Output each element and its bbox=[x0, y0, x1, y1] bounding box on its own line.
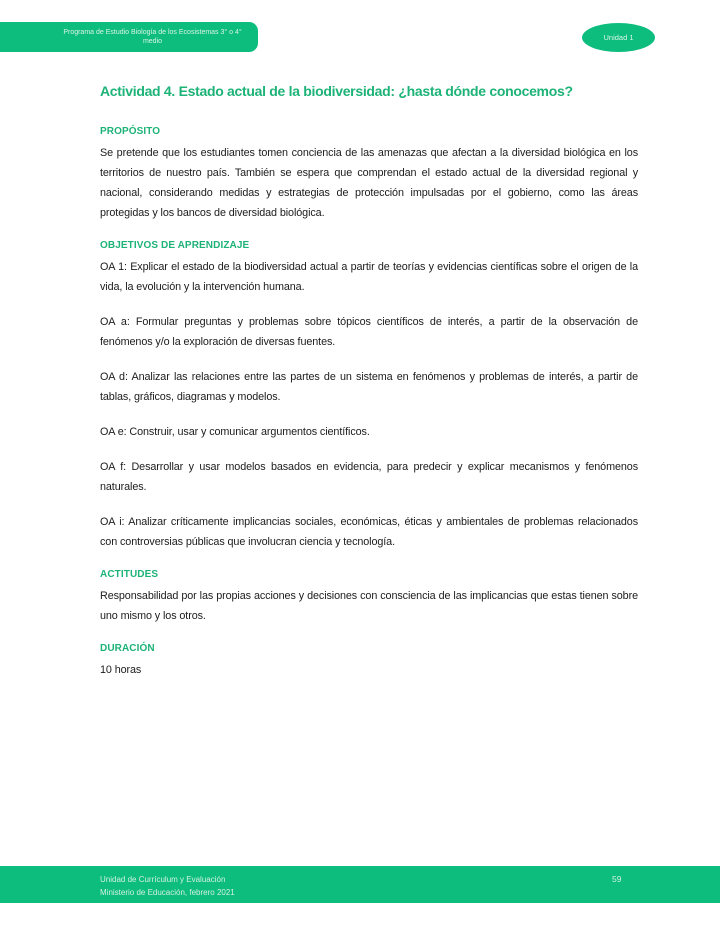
proposito-paragraph: Se pretende que los estudiantes tomen conciencia de las amenazas que afectan a la diversidad biológica en los territorios de nuestro país. También se espera que comprendan el estado actual de la diversidad regional y nacional, considerando medidas y estrategias de protección impulsadas por el gobierno, como las áreas protegidas y los bancos de diversidad biológica. bbox=[100, 147, 638, 219]
page-content bbox=[100, 80, 638, 695]
duracion-value: 10 horas bbox=[100, 664, 142, 676]
footer-bar bbox=[0, 866, 720, 903]
section-heading-proposito: PROPÓSITO bbox=[100, 126, 161, 137]
footer-line-ministry: Ministerio de Educación, febrero 2021 bbox=[100, 888, 235, 897]
actitudes-paragraph: Responsabilidad por las propias acciones y decisiones con consciencia de las implicancias que estas tienen sobre uno mismo y los otros. bbox=[100, 590, 638, 622]
oa-paragraph: OA 1: Explicar el estado de la biodiversidad actual a partir de teorías y evidencias científicas sobre el origen de la vida, la evolución y la intervención humana. bbox=[100, 261, 638, 293]
program-badge-label: Programa de Estudio Biología de los Ecosistemas 3° o 4° medio bbox=[63, 29, 242, 45]
footer-lines bbox=[100, 873, 235, 899]
oa-paragraph: OA f: Desarrollar y usar modelos basados en evidencia, para predecir y explicar mecanismos y fenómenos naturales. bbox=[100, 461, 638, 493]
oa-paragraph: OA d: Analizar las relaciones entre las partes de un sistema en fenómenos y problemas de interés, a partir de tablas, gráficos, diagramas y modelos. bbox=[100, 371, 638, 403]
unit-badge-label: Unidad 1 bbox=[603, 33, 634, 42]
unit-badge bbox=[582, 23, 655, 52]
page-title: Actividad 4. Estado actual de la biodiversidad: ¿hasta dónde conocemos? bbox=[100, 83, 573, 99]
section-heading-duracion: DURACIÓN bbox=[100, 643, 155, 654]
section-heading-actitudes: ACTITUDES bbox=[100, 569, 159, 580]
section-heading-objetivos: OBJETIVOS DE APRENDIZAJE bbox=[100, 240, 250, 251]
program-badge bbox=[0, 22, 258, 52]
oa-paragraph: OA i: Analizar críticamente implicancias sociales, económicas, éticas y ambientales de problemas relacionados con controversias públicas que involucran ciencia y tecnología. bbox=[100, 516, 638, 548]
page-number: 59 bbox=[612, 874, 622, 884]
oa-paragraph: OA a: Formular preguntas y problemas sobre tópicos científicos de interés, a partir de la observación de fenómenos y/o la exploración de diversas fuentes. bbox=[100, 316, 638, 348]
footer-line-department: Unidad de Currículum y Evaluación bbox=[100, 875, 226, 884]
oa-paragraph: OA e: Construir, usar y comunicar argumentos científicos. bbox=[100, 426, 370, 438]
